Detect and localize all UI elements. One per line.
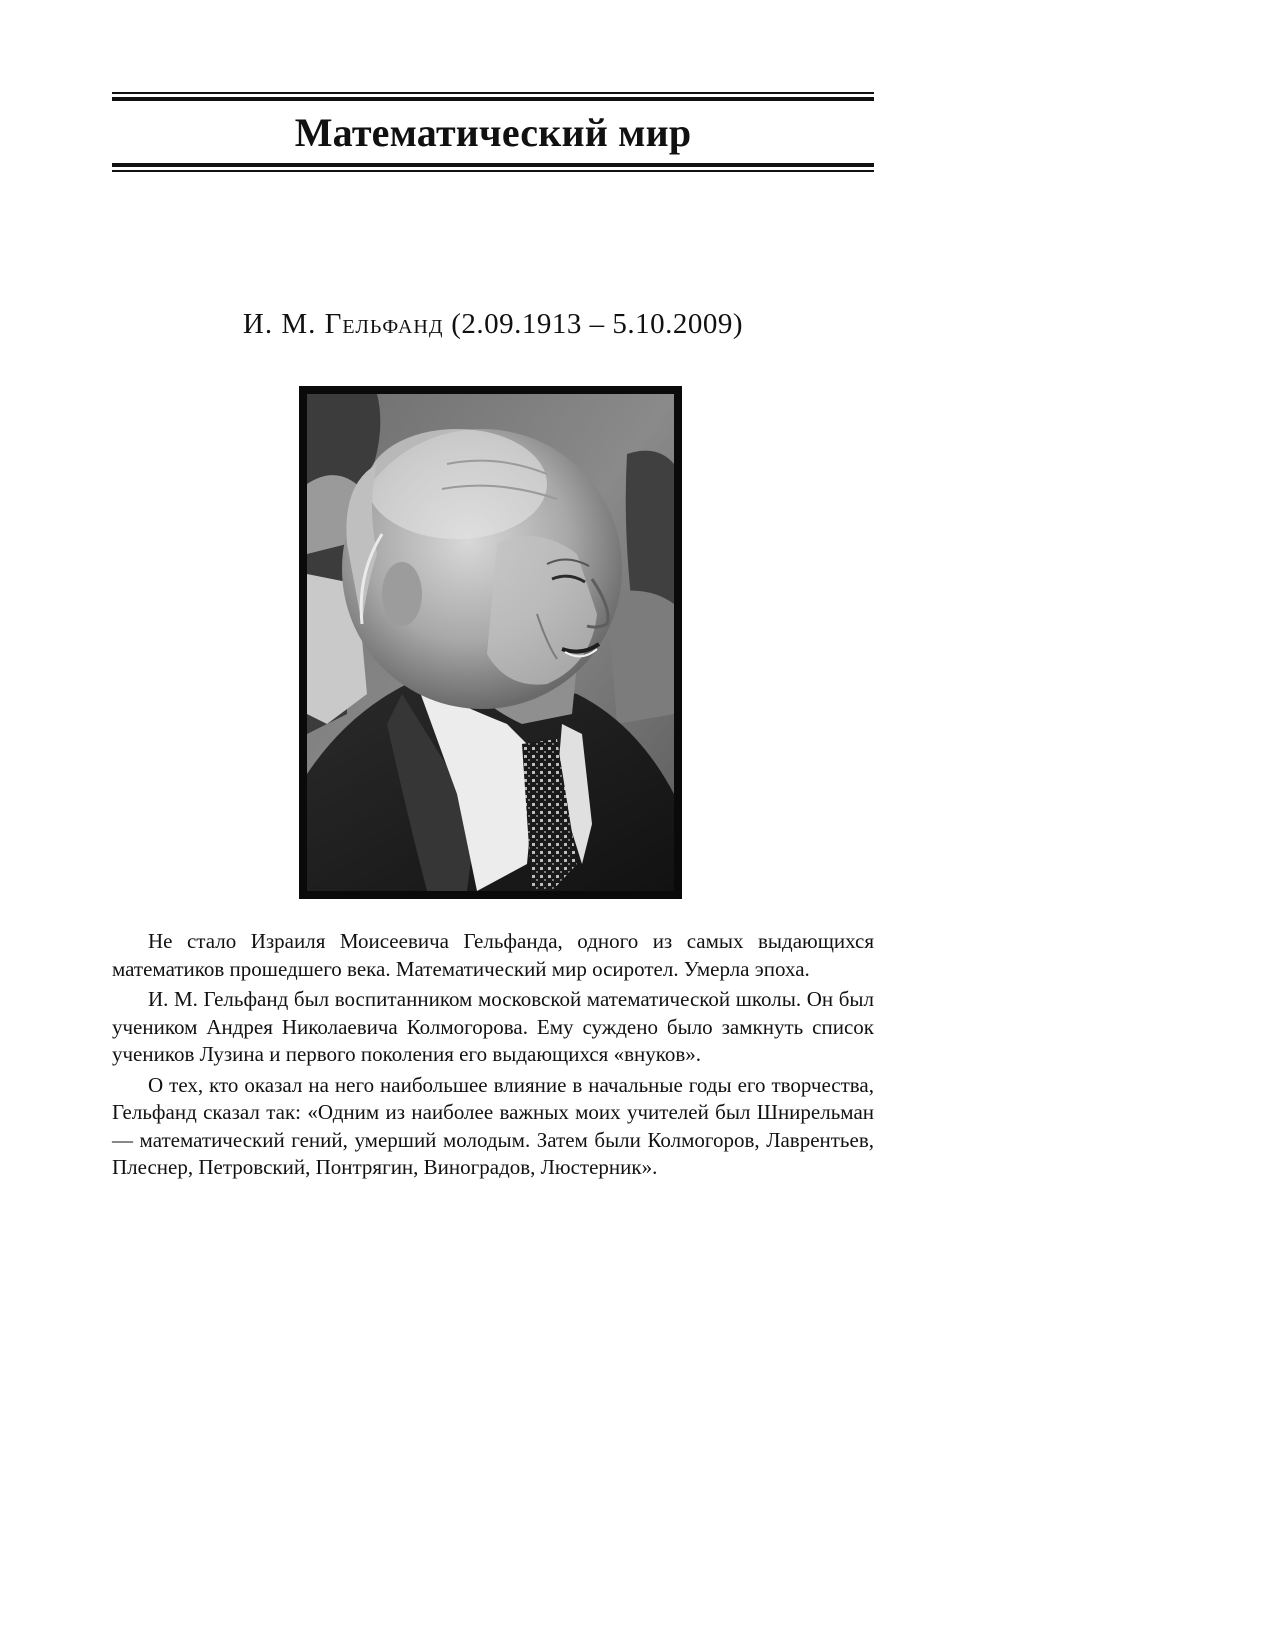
paragraph: О тех, кто оказал на него наибольшее влияние в начальные годы его творчества, Гельфанд сказал так: «Одним из наиболее важных моих учителей был Шнирельман — математический гений, умерший молодым. Затем были Колмогоров, Лаврентьев, Плеснер, Петровский, Понтрягин, Виноградов, Люстерник».	[112, 1072, 874, 1179]
portrait-photo	[299, 386, 682, 899]
article-body	[112, 928, 874, 1185]
article-title	[112, 306, 874, 342]
section-title: Математический мир	[294, 110, 692, 155]
article-dates: (2.09.1913 – 5.10.2009)	[451, 308, 744, 340]
top-rule-thick	[112, 97, 874, 101]
article-author: И. М. Гельфанд	[242, 308, 444, 340]
section-header	[112, 92, 874, 172]
paragraph: Не стало Израиля Моисеевича Гельфанда, одного из самых выдающихся математиков прошедшего века. Математический мир осиротел. Умерла эпоха.	[112, 929, 874, 981]
bottom-rule-thin	[112, 170, 874, 172]
portrait-image	[307, 394, 674, 891]
paragraph: И. М. Гельфанд был воспитанником московской математической школы. Он был учеником Андрея Николаевича Колмогорова. Ему суждено было замкнуть список учеников Лузина и первого поколения его выдающихся «внуков».	[112, 987, 874, 1066]
